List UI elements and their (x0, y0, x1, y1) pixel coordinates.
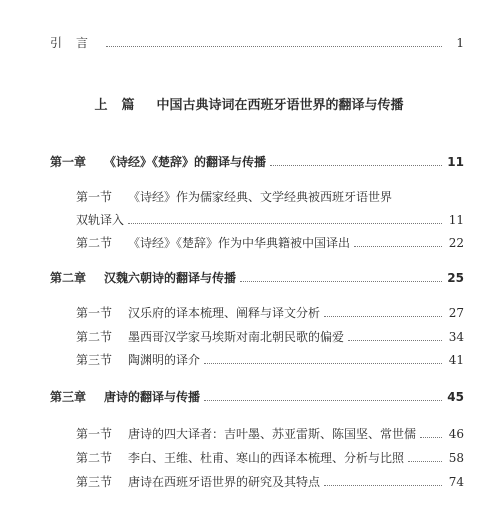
section-number: 第三节 (76, 475, 113, 489)
section-number: 第三节 (76, 353, 113, 367)
section-title: 《诗经》《楚辞》作为中华典籍被中国译出 (128, 236, 351, 250)
section-title: 陶渊明的译介 (128, 353, 201, 367)
dot-leader (240, 280, 442, 282)
chapter-number: 第二章 (50, 271, 87, 285)
page-number: 46 (448, 427, 464, 441)
toc-entry-section-2-2[interactable] (76, 330, 464, 344)
section-title: 唐诗的四大译者：吉叶墨、苏亚雷斯、陈国坚、常世儒 (128, 427, 417, 441)
page-number: 1 (456, 36, 464, 50)
dot-leader (420, 436, 442, 438)
dot-leader (408, 460, 442, 462)
toc-entry-section-1-1[interactable] (76, 213, 464, 227)
chapter-title: 《诗经》《楚辞》的翻译与传播 (104, 155, 267, 169)
section-number: 第二节 (76, 236, 113, 250)
page-number: 27 (448, 306, 464, 320)
section-title: 墨西哥汉学家马埃斯对南北朝民歌的偏爱 (128, 330, 345, 344)
toc-entry-chapter-3[interactable] (50, 390, 464, 404)
chapter-number: 第一章 (50, 155, 87, 169)
page-number: 45 (447, 390, 464, 404)
section-number: 第二节 (76, 330, 113, 344)
section-number: 第二节 (76, 451, 113, 465)
page-number: 22 (448, 236, 464, 250)
toc-entry-chapter-2[interactable] (50, 271, 464, 285)
chapter-title: 唐诗的翻译与传播 (104, 390, 201, 404)
toc-entry-section-3-2[interactable] (76, 451, 464, 465)
chapter-number: 第三章 (50, 390, 87, 404)
toc-entry-section-2-3[interactable] (76, 353, 464, 367)
section-title-continued: 双轨译入 (76, 213, 125, 227)
part-title: 中国古典诗词在西班牙语世界的翻译与传播 (156, 98, 404, 113)
section-title: 李白、王维、杜甫、寒山的西译本梳理、分析与比照 (128, 451, 405, 465)
section-number: 第一节 (76, 190, 113, 204)
chapter-title: 汉魏六朝诗的翻译与传播 (104, 271, 237, 285)
toc-entry-section-1-1-line1[interactable] (76, 190, 392, 204)
part-heading (0, 94, 498, 113)
dot-leader (324, 315, 442, 317)
page-number: 41 (448, 353, 464, 367)
dot-leader (348, 339, 442, 341)
page-number: 11 (447, 155, 464, 169)
toc-entry-intro[interactable] (50, 36, 464, 50)
dot-leader (324, 484, 442, 486)
page-number: 25 (447, 271, 464, 285)
dot-leader (354, 245, 442, 247)
toc-entry-section-3-1[interactable] (76, 427, 464, 441)
section-title: 唐诗在西班牙语世界的研究及其特点 (128, 475, 321, 489)
toc-entry-section-2-1[interactable] (76, 306, 464, 320)
page-number: 58 (448, 451, 464, 465)
page-number: 34 (448, 330, 464, 344)
dot-leader (128, 222, 442, 224)
toc-entry-section-1-2[interactable] (76, 236, 464, 250)
toc-entry-chapter-1[interactable] (50, 155, 464, 169)
section-title: 《诗经》作为儒家经典、文学经典被西班牙语世界 (128, 190, 393, 204)
page-number: 11 (448, 213, 464, 227)
dot-leader (204, 399, 442, 401)
part-label: 上篇 (94, 98, 149, 113)
page-number: 74 (448, 475, 464, 489)
intro-label: 引言 (50, 36, 103, 50)
toc-entry-section-3-3[interactable] (76, 475, 464, 489)
dot-leader (106, 45, 442, 47)
section-number: 第一节 (76, 306, 113, 320)
section-title: 汉乐府的译本梳理、阐释与译文分析 (128, 306, 321, 320)
dot-leader (204, 362, 442, 364)
dot-leader (270, 164, 442, 166)
section-number: 第一节 (76, 427, 113, 441)
